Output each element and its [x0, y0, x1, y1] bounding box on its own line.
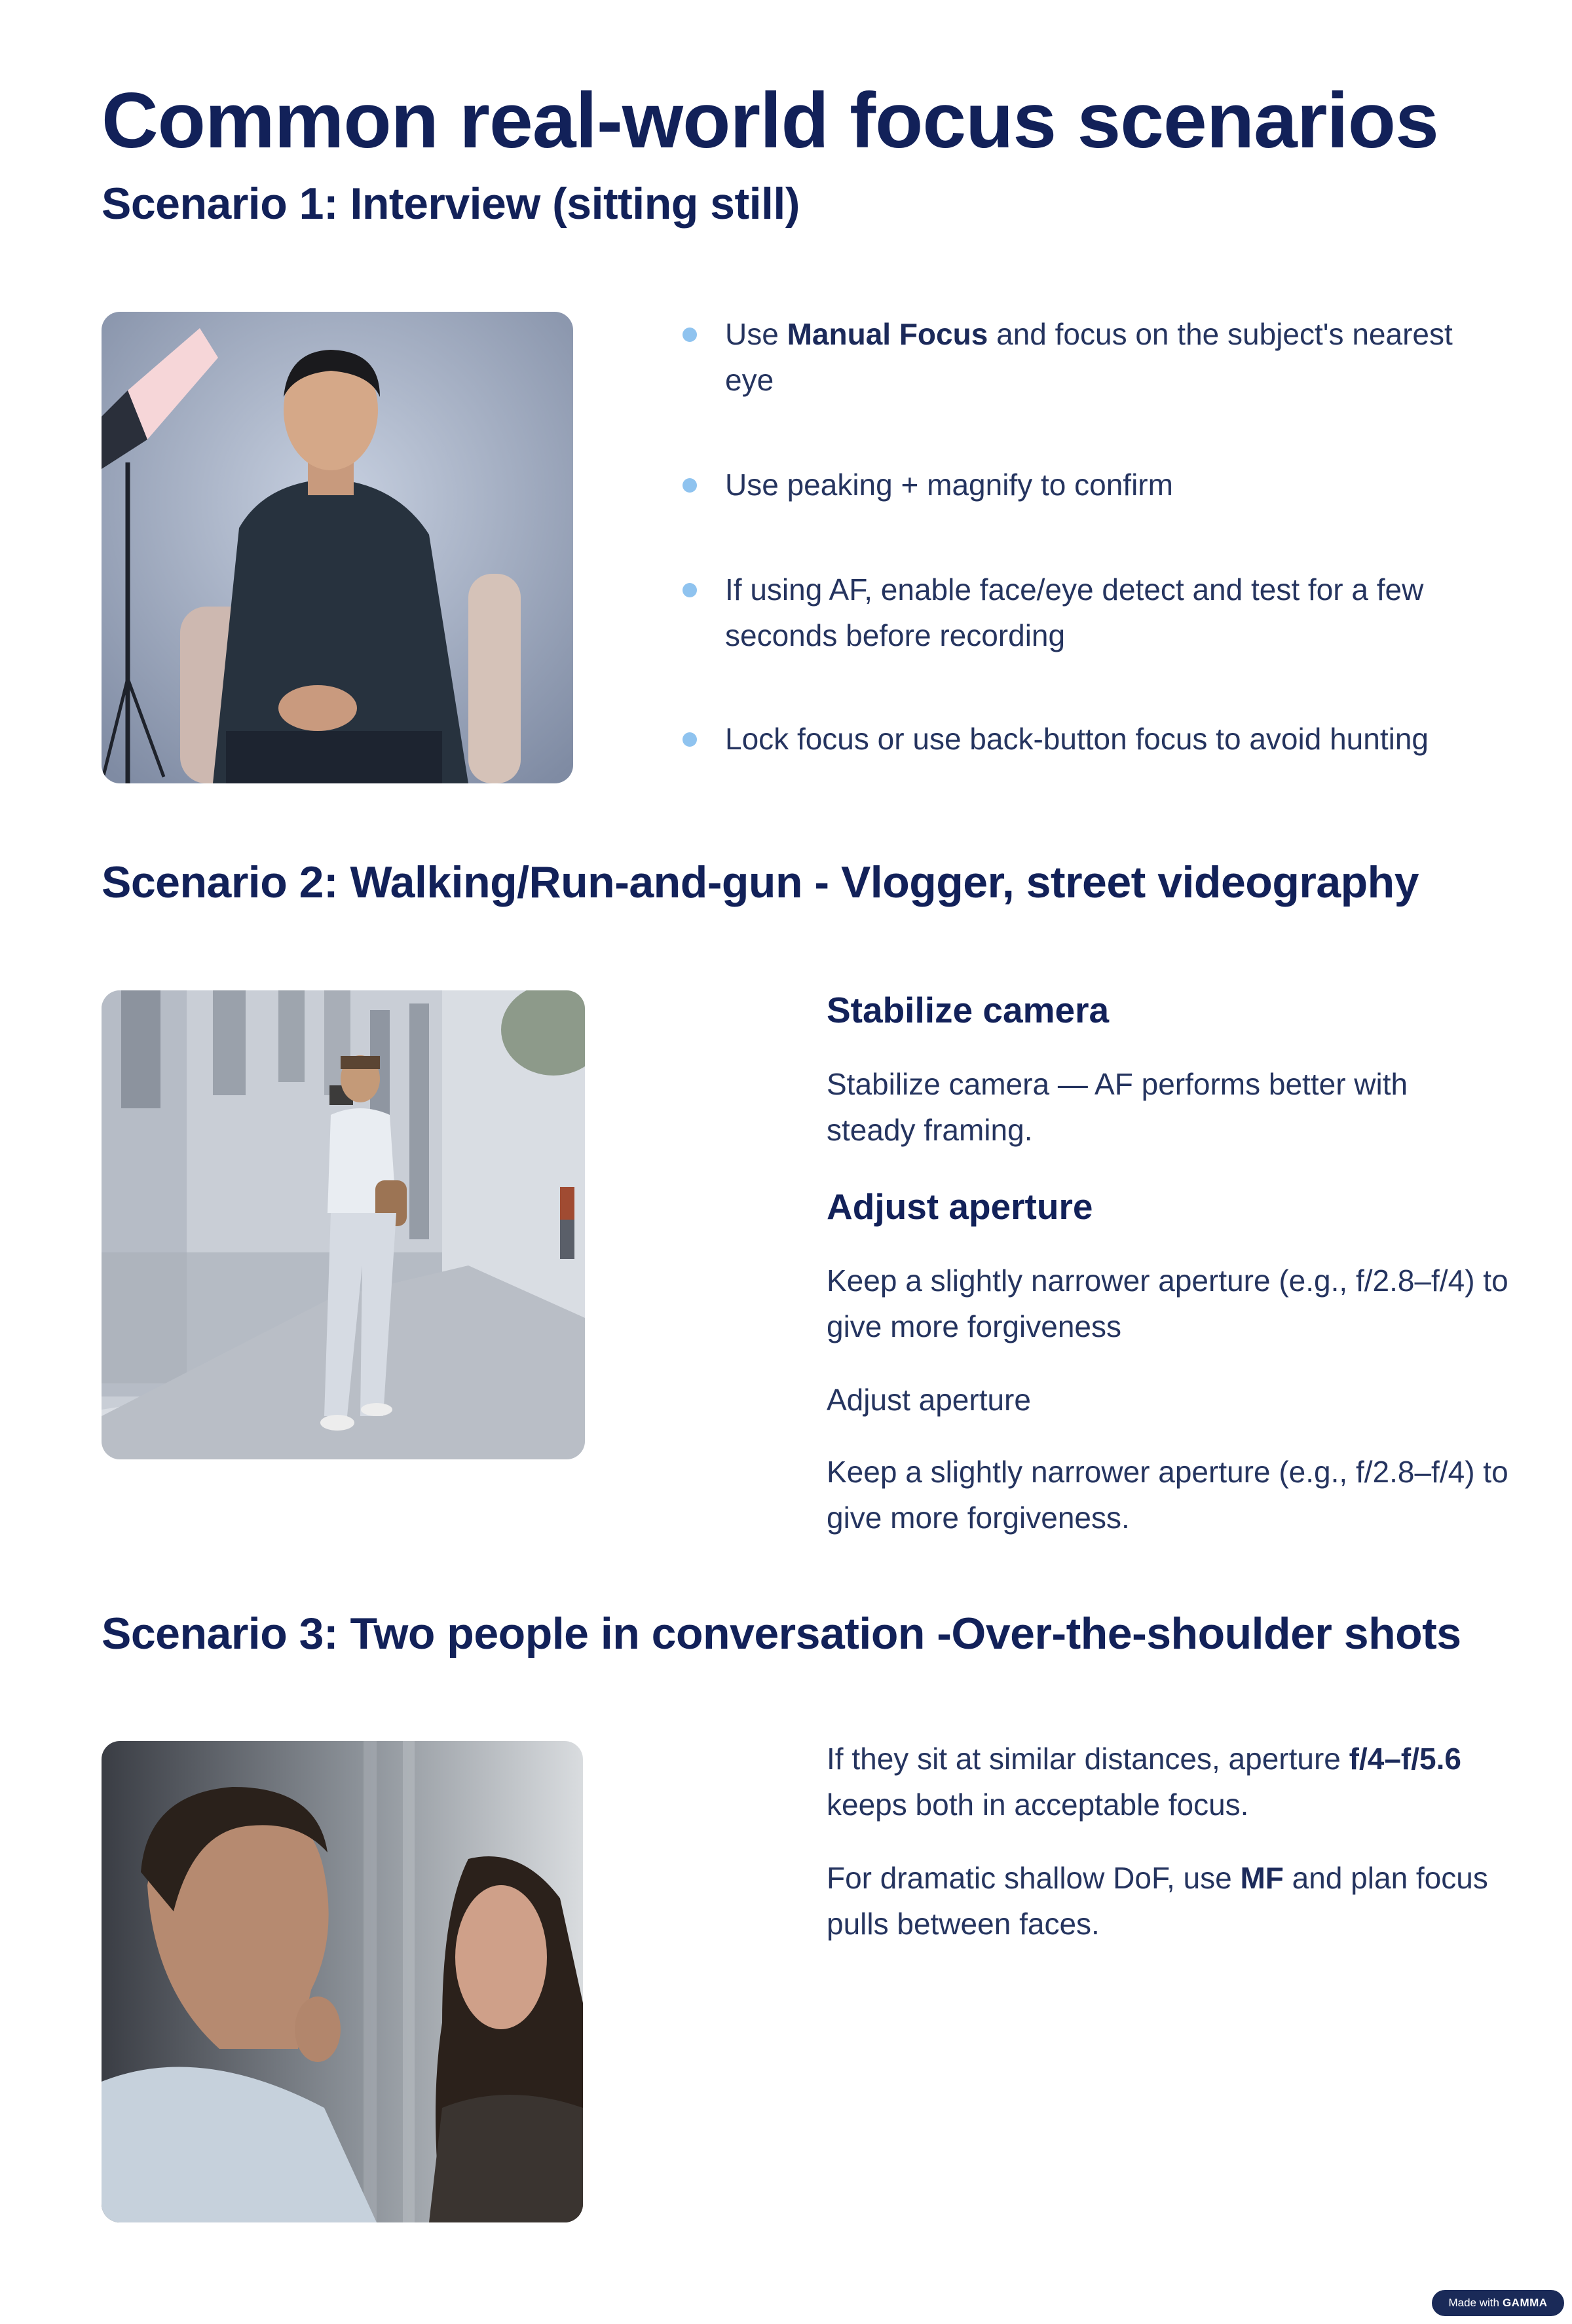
s2-paragraph-2: Keep a slightly narrower aperture (e.g., f/2.8–f/4) to give more forgiveness [827, 1264, 1508, 1343]
badge-label: Made with [1448, 2296, 1499, 2309]
s3-paragraph-2: For dramatic shallow DoF, use MF and plan focus pulls between faces. [827, 1861, 1488, 1941]
bullet-dot [683, 583, 697, 597]
vlogger-photo [102, 990, 585, 1459]
made-with-gamma-badge[interactable] [1432, 2290, 1564, 2316]
s2-paragraph-3: Adjust aperture [827, 1383, 1031, 1417]
s2-subheading-aperture: Adjust aperture [827, 1186, 1093, 1227]
bullet-dot [683, 478, 697, 493]
bullet-dot [683, 328, 697, 342]
interview-photo [102, 312, 573, 783]
page-title: Common real-world focus scenarios [102, 77, 1438, 164]
s2-paragraph-4: Keep a slightly narrower aperture (e.g., f/2.8–f/4) to give more forgiveness. [827, 1455, 1508, 1535]
s1-bullet-2: Use peaking + magnify to confirm [725, 468, 1173, 502]
s2-subheading-stabilize: Stabilize camera [827, 990, 1110, 1030]
scenario-3-heading: Scenario 3: Two people in conversation -Over-the-shoulder shots [102, 1609, 1461, 1659]
conversation-photo [102, 1741, 583, 2222]
s2-paragraph-1: Stabilize camera — AF performs better with steady framing. [827, 1067, 1408, 1147]
s3-paragraph-1: If they sit at similar distances, aperture f/4–f/5.6 keeps both in acceptable focus. [827, 1742, 1461, 1822]
scenario-2-heading: Scenario 2: Walking/Run-and-gun - Vlogger, street videography [102, 857, 1419, 907]
bullet-dot [683, 732, 697, 747]
scenario-1-heading: Scenario 1: Interview (sitting still) [102, 179, 800, 229]
s1-bullet-3: If using AF, enable face/eye detect and test for a few seconds before recording [725, 572, 1424, 652]
s1-bullet-1: Use Manual Focus and focus on the subject's nearest eye [725, 317, 1453, 397]
s1-bullet-4: Lock focus or use back-button focus to avoid hunting [725, 722, 1429, 756]
gamma-logo-text: GAMMA [1502, 2296, 1548, 2309]
